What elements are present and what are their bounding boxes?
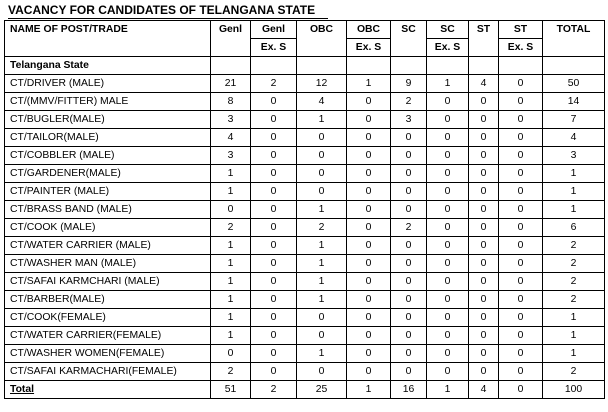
st-ex-s-cell: 0 <box>499 273 543 291</box>
header-sc: SC <box>391 21 427 57</box>
sc-ex-s-cell: 0 <box>427 309 469 327</box>
genl-ex-s-cell: 0 <box>251 309 297 327</box>
vacancy-table <box>4 20 605 399</box>
st-cell: 0 <box>469 237 499 255</box>
section-label: Telangana State <box>5 57 211 75</box>
obc-ex-s-cell: 0 <box>347 309 391 327</box>
obc-ex-s-cell: 0 <box>347 165 391 183</box>
st-ex-s-cell: 0 <box>499 93 543 111</box>
genl-ex-s-cell: 0 <box>251 291 297 309</box>
st-cell: 0 <box>469 255 499 273</box>
st-ex-s-cell: 0 <box>499 381 543 399</box>
sc-cell: 0 <box>391 309 427 327</box>
total-cell: 1 <box>543 165 605 183</box>
genl-cell: 21 <box>211 75 251 93</box>
st-ex-s-cell: 0 <box>499 237 543 255</box>
total-cell: 1 <box>543 201 605 219</box>
post-name-cell: CT/WATER CARRIER (MALE) <box>5 237 211 255</box>
st-cell: 0 <box>469 345 499 363</box>
table-row <box>5 237 605 255</box>
st-ex-s-cell: 0 <box>499 291 543 309</box>
genl-ex-s-cell: 0 <box>251 165 297 183</box>
post-name-cell: CT/TAILOR(MALE) <box>5 129 211 147</box>
sc-ex-s-cell: 0 <box>427 93 469 111</box>
post-name-cell: CT/BARBER(MALE) <box>5 291 211 309</box>
post-name-cell: CT/GARDENER(MALE) <box>5 165 211 183</box>
post-name-cell: CT/SAFAI KARMCHARI (MALE) <box>5 273 211 291</box>
obc-cell: 1 <box>297 237 347 255</box>
obc-ex-s-cell: 0 <box>347 237 391 255</box>
obc-ex-s-cell: 0 <box>347 363 391 381</box>
obc-ex-s-cell: 0 <box>347 201 391 219</box>
st-ex-s-cell: 0 <box>499 255 543 273</box>
total-cell: 1 <box>543 345 605 363</box>
sc-cell: 0 <box>391 291 427 309</box>
genl-ex-s-cell: 0 <box>251 129 297 147</box>
post-name-cell: CT/PAINTER (MALE) <box>5 183 211 201</box>
st-ex-s-cell: 0 <box>499 309 543 327</box>
genl-ex-s-cell: 2 <box>251 381 297 399</box>
post-name-cell: CT/WASHER WOMEN(FEMALE) <box>5 345 211 363</box>
st-ex-s-cell: 0 <box>499 147 543 165</box>
genl-ex-s-cell: 0 <box>251 273 297 291</box>
table-row <box>5 255 605 273</box>
genl-cell: 1 <box>211 183 251 201</box>
sc-ex-s-cell: 0 <box>427 273 469 291</box>
table-row <box>5 147 605 165</box>
header-row <box>5 21 605 57</box>
obc-cell: 0 <box>297 327 347 345</box>
obc-cell: 12 <box>297 75 347 93</box>
st-ex-s-cell: 0 <box>499 129 543 147</box>
header-total: TOTAL <box>543 21 605 57</box>
sc-ex-s-cell: 0 <box>427 147 469 165</box>
post-name-cell: CT/WATER CARRIER(FEMALE) <box>5 327 211 345</box>
total-cell: 2 <box>543 363 605 381</box>
sc-cell: 0 <box>391 183 427 201</box>
genl-cell: 1 <box>211 255 251 273</box>
genl-ex-s-cell: 0 <box>251 327 297 345</box>
obc-cell: 4 <box>297 93 347 111</box>
obc-ex-s-cell: 0 <box>347 219 391 237</box>
sc-cell: 0 <box>391 147 427 165</box>
obc-cell: 0 <box>297 129 347 147</box>
obc-ex-s-cell: 0 <box>347 147 391 165</box>
table-row <box>5 111 605 129</box>
table-row <box>5 345 605 363</box>
st-ex-s-cell: 0 <box>499 111 543 129</box>
sc-cell: 0 <box>391 165 427 183</box>
obc-cell: 1 <box>297 111 347 129</box>
obc-cell: 0 <box>297 309 347 327</box>
genl-ex-s-cell: 0 <box>251 201 297 219</box>
total-cell: 1 <box>543 327 605 345</box>
sc-ex-s-cell: 0 <box>427 345 469 363</box>
sc-ex-s-cell: 0 <box>427 111 469 129</box>
header-obc: OBC <box>297 21 347 57</box>
total-cell: 7 <box>543 111 605 129</box>
obc-ex-s-cell: 0 <box>347 111 391 129</box>
obc-ex-s-cell: 1 <box>347 75 391 93</box>
post-name-cell: CT/COOK(FEMALE) <box>5 309 211 327</box>
st-ex-s-cell: 0 <box>499 363 543 381</box>
obc-ex-s-cell: 0 <box>347 345 391 363</box>
total-cell: 100 <box>543 381 605 399</box>
sc-cell: 0 <box>391 237 427 255</box>
sc-cell: 0 <box>391 129 427 147</box>
total-cell: 2 <box>543 237 605 255</box>
obc-ex-s-cell: 0 <box>347 93 391 111</box>
obc-ex-s-cell: 0 <box>347 273 391 291</box>
obc-ex-s-cell: 1 <box>347 381 391 399</box>
genl-cell: 1 <box>211 291 251 309</box>
sc-cell: 9 <box>391 75 427 93</box>
total-cell: 4 <box>543 129 605 147</box>
genl-ex-s-cell: 0 <box>251 345 297 363</box>
st-cell: 0 <box>469 309 499 327</box>
st-cell: 0 <box>469 183 499 201</box>
obc-cell: 0 <box>297 165 347 183</box>
obc-ex-s-cell: 0 <box>347 129 391 147</box>
st-cell: 4 <box>469 75 499 93</box>
st-cell: 0 <box>469 165 499 183</box>
st-ex-s-cell: 0 <box>499 165 543 183</box>
genl-cell: 3 <box>211 147 251 165</box>
post-name-cell: CT/SAFAI KARMACHARI(FEMALE) <box>5 363 211 381</box>
genl-cell: 0 <box>211 201 251 219</box>
sc-ex-s-cell: 0 <box>427 219 469 237</box>
sc-cell: 0 <box>391 273 427 291</box>
sc-ex-s-cell: 1 <box>427 75 469 93</box>
document-heading: VACANCY FOR CANDIDATES OF TELANGANA STATE <box>8 2 328 19</box>
obc-cell: 2 <box>297 219 347 237</box>
table-row <box>5 75 605 93</box>
table-row <box>5 327 605 345</box>
post-name-cell: CT/BRASS BAND (MALE) <box>5 201 211 219</box>
sc-ex-s-cell: 0 <box>427 363 469 381</box>
header-sc-ex-s: SC Ex. S <box>427 21 469 57</box>
sc-cell: 0 <box>391 201 427 219</box>
section-row <box>5 57 605 75</box>
st-ex-s-cell: 0 <box>499 201 543 219</box>
st-ex-s-cell: 0 <box>499 219 543 237</box>
total-cell: 2 <box>543 291 605 309</box>
table-row <box>5 219 605 237</box>
post-name-cell: CT/COOK (MALE) <box>5 219 211 237</box>
sc-ex-s-cell: 1 <box>427 381 469 399</box>
st-ex-s-cell: 0 <box>499 75 543 93</box>
table-row <box>5 129 605 147</box>
genl-cell: 3 <box>211 111 251 129</box>
sc-cell: 3 <box>391 111 427 129</box>
st-cell: 0 <box>469 111 499 129</box>
st-ex-s-cell: 0 <box>499 183 543 201</box>
sc-ex-s-cell: 0 <box>427 237 469 255</box>
total-row <box>5 381 605 399</box>
total-cell: 2 <box>543 255 605 273</box>
obc-ex-s-cell: 0 <box>347 183 391 201</box>
genl-ex-s-cell: 0 <box>251 93 297 111</box>
sc-cell: 2 <box>391 93 427 111</box>
genl-cell: 0 <box>211 345 251 363</box>
table-row <box>5 273 605 291</box>
sc-cell: 0 <box>391 345 427 363</box>
total-cell: 3 <box>543 147 605 165</box>
header-st: ST <box>469 21 499 57</box>
genl-ex-s-cell: 0 <box>251 237 297 255</box>
obc-cell: 1 <box>297 201 347 219</box>
sc-ex-s-cell: 0 <box>427 183 469 201</box>
post-name-cell: CT/DRIVER (MALE) <box>5 75 211 93</box>
st-cell: 0 <box>469 363 499 381</box>
post-name-cell: CT/(MMV/FITTER) MALE <box>5 93 211 111</box>
genl-ex-s-cell: 0 <box>251 111 297 129</box>
st-ex-s-cell: 0 <box>499 327 543 345</box>
post-name-cell: CT/BUGLER(MALE) <box>5 111 211 129</box>
header-genl-ex-s: Genl Ex. S <box>251 21 297 57</box>
total-cell: 14 <box>543 93 605 111</box>
genl-cell: 1 <box>211 309 251 327</box>
sc-ex-s-cell: 0 <box>427 255 469 273</box>
total-cell: 1 <box>543 183 605 201</box>
sc-ex-s-cell: 0 <box>427 165 469 183</box>
total-label: Total <box>5 381 211 399</box>
sc-ex-s-cell: 0 <box>427 327 469 345</box>
header-name-of-post: NAME OF POST/TRADE <box>5 21 211 57</box>
obc-cell: 0 <box>297 183 347 201</box>
genl-cell: 51 <box>211 381 251 399</box>
table-row <box>5 363 605 381</box>
genl-cell: 1 <box>211 165 251 183</box>
header-obc-ex-s: OBC Ex. S <box>347 21 391 57</box>
genl-cell: 8 <box>211 93 251 111</box>
obc-cell: 25 <box>297 381 347 399</box>
post-name-cell: CT/COBBLER (MALE) <box>5 147 211 165</box>
genl-ex-s-cell: 0 <box>251 219 297 237</box>
st-cell: 0 <box>469 273 499 291</box>
obc-cell: 0 <box>297 147 347 165</box>
obc-cell: 1 <box>297 255 347 273</box>
st-cell: 0 <box>469 327 499 345</box>
sc-cell: 0 <box>391 363 427 381</box>
genl-ex-s-cell: 0 <box>251 363 297 381</box>
st-cell: 0 <box>469 129 499 147</box>
table-row <box>5 309 605 327</box>
genl-ex-s-cell: 0 <box>251 183 297 201</box>
genl-ex-s-cell: 2 <box>251 75 297 93</box>
obc-cell: 1 <box>297 273 347 291</box>
table-row <box>5 291 605 309</box>
total-cell: 50 <box>543 75 605 93</box>
st-cell: 0 <box>469 93 499 111</box>
sc-ex-s-cell: 0 <box>427 201 469 219</box>
obc-cell: 1 <box>297 345 347 363</box>
st-cell: 0 <box>469 219 499 237</box>
total-cell: 6 <box>543 219 605 237</box>
st-cell: 0 <box>469 201 499 219</box>
sc-ex-s-cell: 0 <box>427 291 469 309</box>
sc-ex-s-cell: 0 <box>427 129 469 147</box>
obc-cell: 0 <box>297 363 347 381</box>
genl-cell: 2 <box>211 363 251 381</box>
st-cell: 4 <box>469 381 499 399</box>
genl-ex-s-cell: 0 <box>251 255 297 273</box>
sc-cell: 16 <box>391 381 427 399</box>
st-ex-s-cell: 0 <box>499 345 543 363</box>
st-cell: 0 <box>469 291 499 309</box>
header-genl: Genl <box>211 21 251 57</box>
obc-cell: 1 <box>297 291 347 309</box>
table-row <box>5 93 605 111</box>
genl-cell: 2 <box>211 219 251 237</box>
sc-cell: 0 <box>391 255 427 273</box>
obc-ex-s-cell: 0 <box>347 327 391 345</box>
table-row <box>5 201 605 219</box>
obc-ex-s-cell: 0 <box>347 255 391 273</box>
genl-ex-s-cell: 0 <box>251 147 297 165</box>
table-row <box>5 165 605 183</box>
sc-cell: 0 <box>391 327 427 345</box>
st-cell: 0 <box>469 147 499 165</box>
obc-ex-s-cell: 0 <box>347 291 391 309</box>
genl-cell: 1 <box>211 327 251 345</box>
table-row <box>5 183 605 201</box>
sc-cell: 2 <box>391 219 427 237</box>
genl-cell: 1 <box>211 273 251 291</box>
total-cell: 1 <box>543 309 605 327</box>
genl-cell: 4 <box>211 129 251 147</box>
genl-cell: 1 <box>211 237 251 255</box>
total-cell: 2 <box>543 273 605 291</box>
header-st-ex-s: ST Ex. S <box>499 21 543 57</box>
post-name-cell: CT/WASHER MAN (MALE) <box>5 255 211 273</box>
